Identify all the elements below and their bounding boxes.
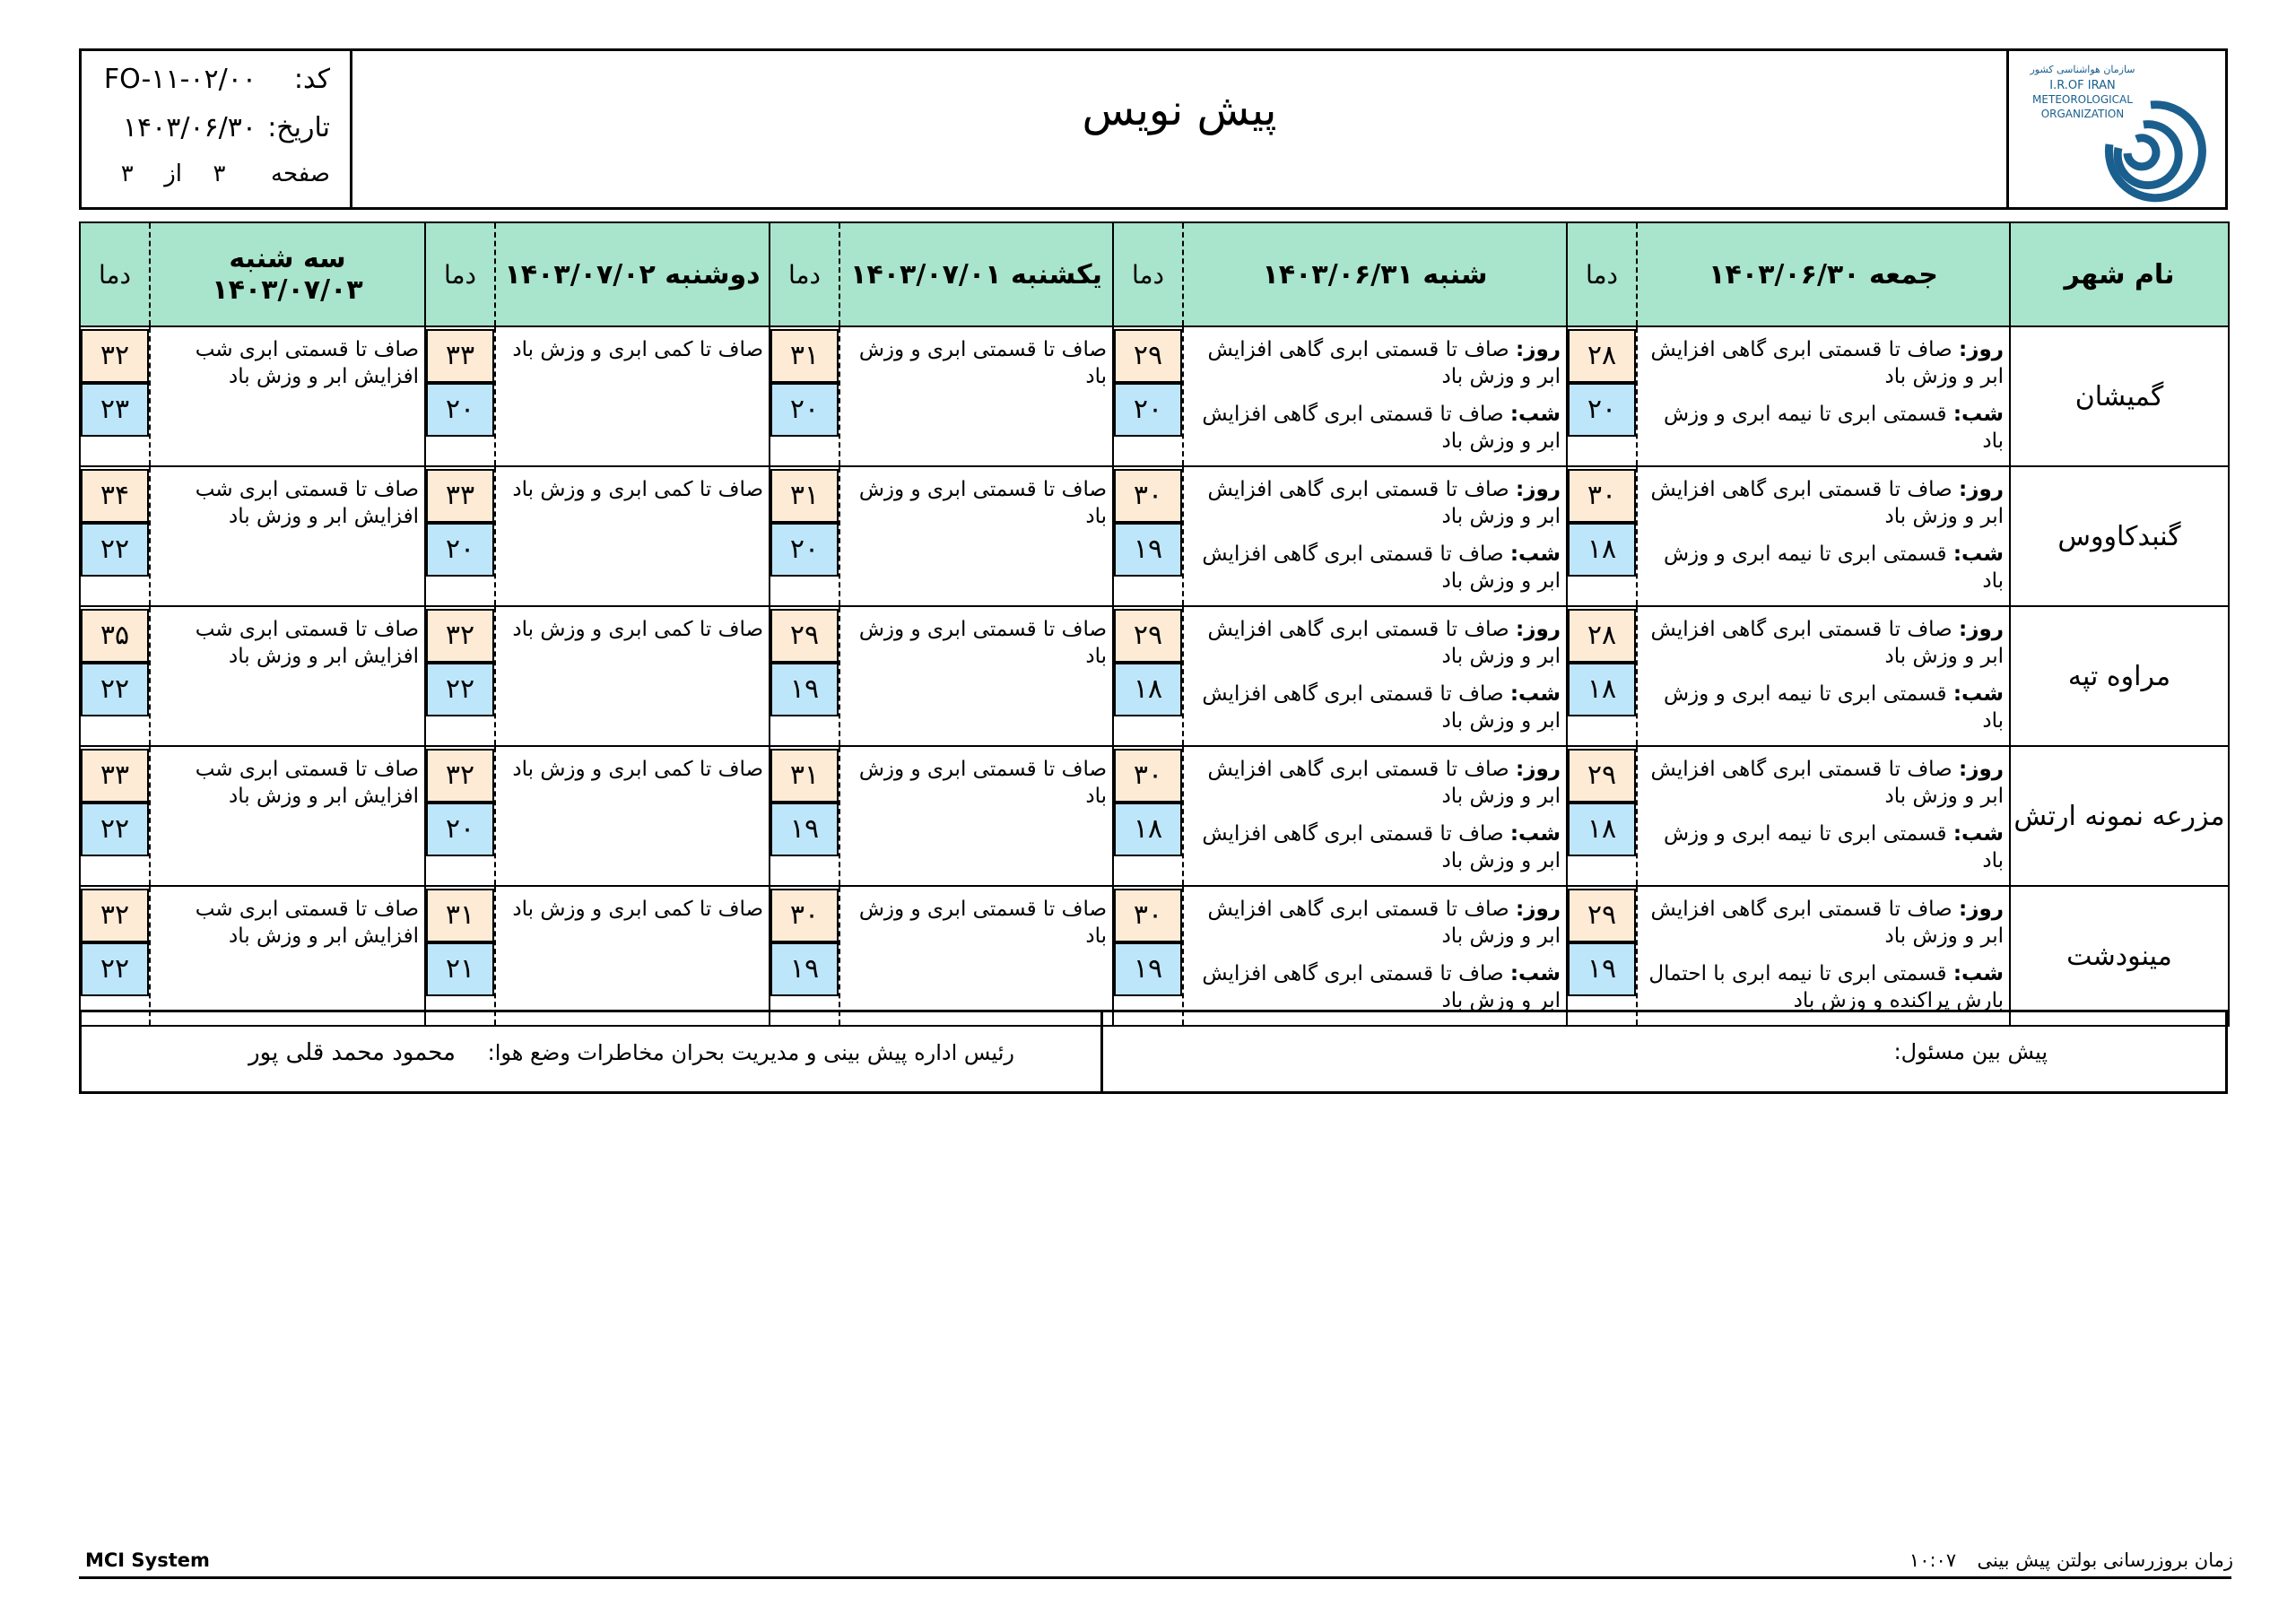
forecast-cell	[150, 466, 425, 606]
day-column-header: سه شنبه ۱۴۰۳/۰۷/۰۳	[150, 222, 425, 326]
temp-cell	[770, 886, 839, 1026]
max-temp: ۲۹	[1114, 609, 1182, 663]
day-label: روز:	[1959, 338, 2004, 361]
min-temp: ۱۹	[1114, 523, 1182, 577]
forecast-cell	[1637, 466, 2010, 606]
night-label: شب:	[1509, 542, 1561, 566]
min-temp: ۱۸	[1568, 803, 1636, 856]
forecast-text: صاف تا قسمتی ابری شب افزایش ابر و وزش باد	[195, 618, 419, 668]
day-forecast	[1643, 896, 2004, 950]
day-label: روز:	[1516, 618, 1561, 641]
page-total: ۳	[120, 161, 134, 187]
forecast-cell	[1183, 466, 1567, 606]
city-name: گمیشان	[2010, 326, 2229, 466]
day-forecast	[1189, 616, 1561, 670]
night-label: شب:	[1509, 403, 1561, 426]
min-temp: ۲۱	[426, 942, 494, 996]
max-temp: ۳۰	[1114, 749, 1182, 803]
min-temp: ۲۲	[426, 663, 494, 716]
min-temp: ۲۰	[426, 523, 494, 577]
temp-cell	[770, 606, 839, 746]
page-row	[121, 161, 330, 187]
night-forecast	[1189, 401, 1561, 455]
day-label: روز:	[1516, 898, 1561, 921]
night-text: قسمتی ابری تا نیمه ابری و وزش باد	[1663, 682, 2004, 733]
city-name: مزرعه نمونه ارتش	[2010, 746, 2229, 886]
temp-cell	[425, 326, 495, 466]
temp-cell	[770, 746, 839, 886]
max-temp: ۳۲	[81, 889, 149, 942]
temp-cell	[1567, 466, 1637, 606]
day-text: صاف تا قسمتی ابری گاهی افزایش ابر و وزش باد	[1207, 338, 1561, 388]
max-temp: ۲۸	[1568, 609, 1636, 663]
forecast-cell	[1183, 746, 1567, 886]
day-label: روز:	[1516, 338, 1561, 361]
max-temp: ۳۳	[81, 749, 149, 803]
forecast-cell	[839, 886, 1113, 1026]
forecaster-label: پیش بین مسئول:	[1893, 1039, 2048, 1064]
min-temp: ۱۹	[770, 663, 839, 716]
head-label: رئیس اداره پیش بینی و مدیریت بحران مخاطرات وضع هوا:	[487, 1040, 1014, 1065]
forecast-cell	[150, 886, 425, 1026]
forecast-text: صاف تا کمی ابری و وزش باد	[512, 338, 763, 361]
temp-column-header: دما	[770, 222, 839, 326]
night-forecast	[1643, 401, 2004, 455]
forecast-text: صاف تا کمی ابری و وزش باد	[512, 898, 763, 921]
night-label: شب:	[1509, 962, 1561, 985]
forecast-text: صاف تا قسمتی ابری و وزش باد	[858, 758, 1107, 808]
date-value: ۱۴۰۳/۰۶/۳۰	[122, 112, 257, 143]
logo-text-3: ORGANIZATION	[2040, 108, 2125, 120]
table-row	[80, 886, 2229, 1026]
min-temp: ۲۰	[1114, 383, 1182, 437]
max-temp: ۳۰	[1114, 469, 1182, 523]
code-row	[104, 64, 330, 95]
signature-divider	[1100, 1012, 1103, 1091]
max-temp: ۳۰	[770, 889, 839, 942]
temp-cell	[425, 606, 495, 746]
max-temp: ۳۱	[426, 889, 494, 942]
day-forecast	[1643, 616, 2004, 670]
min-temp: ۲۲	[81, 523, 149, 577]
forecast-cell	[150, 746, 425, 886]
forecast-text: صاف تا قسمتی ابری شب افزایش ابر و وزش باد	[195, 338, 419, 388]
forecast-cell	[495, 746, 770, 886]
max-temp: ۳۲	[81, 329, 149, 383]
day-forecast	[1189, 476, 1561, 530]
day-forecast	[1643, 756, 2004, 810]
night-text: صاف تا قسمتی ابری گاهی افزایش ابر و وزش باد	[1202, 822, 1561, 872]
temp-column-header: دما	[80, 222, 150, 326]
max-temp: ۳۳	[426, 329, 494, 383]
day-column-header: جمعه ۱۴۰۳/۰۶/۳۰	[1637, 222, 2010, 326]
forecast-text: صاف تا قسمتی ابری شب افزایش ابر و وزش باد	[195, 478, 419, 528]
night-text: صاف تا قسمتی ابری گاهی افزایش ابر و وزش باد	[1202, 682, 1561, 733]
max-temp: ۳۲	[426, 609, 494, 663]
min-temp: ۱۹	[1568, 942, 1636, 996]
night-label: شب:	[1952, 822, 2004, 846]
min-temp: ۱۹	[770, 942, 839, 996]
max-temp: ۳۰	[1568, 469, 1636, 523]
max-temp: ۳۲	[426, 749, 494, 803]
day-text: صاف تا قسمتی ابری گاهی افزایش ابر و وزش باد	[1650, 618, 2004, 668]
day-label: روز:	[1959, 758, 2004, 781]
temp-column-header: دما	[425, 222, 495, 326]
forecast-cell	[1637, 326, 2010, 466]
min-temp: ۲۰	[426, 803, 494, 856]
day-label: روز:	[1516, 758, 1561, 781]
page-of: از	[164, 161, 183, 187]
day-column-header: شنبه ۱۴۰۳/۰۶/۳۱	[1183, 222, 1567, 326]
forecast-cell	[1637, 606, 2010, 746]
max-temp: ۲۹	[770, 609, 839, 663]
forecast-text: صاف تا کمی ابری و وزش باد	[512, 478, 763, 501]
min-temp: ۲۲	[81, 663, 149, 716]
temp-cell	[1567, 326, 1637, 466]
temp-cell	[1567, 606, 1637, 746]
forecast-cell	[1183, 886, 1567, 1026]
max-temp: ۲۹	[1114, 329, 1182, 383]
night-text: قسمتی ابری تا نیمه ابری و وزش باد	[1663, 822, 2004, 872]
max-temp: ۳۰	[1114, 889, 1182, 942]
date-row	[123, 112, 330, 143]
max-temp: ۳۱	[770, 329, 839, 383]
min-temp: ۲۰	[770, 383, 839, 437]
night-text: قسمتی ابری تا نیمه ابری با احتمال بارش پراکنده و وزش باد	[1648, 962, 2004, 1012]
night-forecast	[1189, 820, 1561, 874]
day-forecast	[1189, 336, 1561, 390]
day-text: صاف تا قسمتی ابری گاهی افزایش ابر و وزش باد	[1207, 758, 1561, 808]
city-name: گنبدکاووس	[2010, 466, 2229, 606]
day-text: صاف تا قسمتی ابری گاهی افزایش ابر و وزش باد	[1207, 898, 1561, 948]
system-label: MCI System	[85, 1549, 210, 1571]
city-name: مراوه تپه	[2010, 606, 2229, 746]
temp-cell	[425, 746, 495, 886]
day-column-header: یکشنبه ۱۴۰۳/۰۷/۰۱	[839, 222, 1113, 326]
temp-cell	[1113, 746, 1183, 886]
day-label: روز:	[1959, 618, 2004, 641]
max-temp: ۳۴	[81, 469, 149, 523]
table-row	[80, 326, 2229, 466]
forecast-text: صاف تا کمی ابری و وزش باد	[512, 618, 763, 641]
forecast-cell	[839, 466, 1113, 606]
min-temp: ۲۰	[1568, 383, 1636, 437]
day-column-header: دوشنبه ۱۴۰۳/۰۷/۰۲	[495, 222, 770, 326]
night-forecast	[1643, 960, 2004, 1014]
temp-cell	[80, 606, 150, 746]
night-label: شب:	[1952, 542, 2004, 566]
night-label: شب:	[1952, 962, 2004, 985]
forecast-cell	[1637, 886, 2010, 1026]
forecast-cell	[150, 606, 425, 746]
night-forecast	[1189, 681, 1561, 734]
night-forecast	[1189, 960, 1561, 1014]
day-label: روز:	[1959, 478, 2004, 501]
code-label: کد:	[293, 64, 330, 95]
temp-cell	[1113, 466, 1183, 606]
code-value: FO-۱۱-۰۲/۰۰	[103, 64, 257, 95]
temp-cell	[1567, 886, 1637, 1026]
update-label: زمان بروزرسانی بولتن پیش بینی	[1977, 1549, 2233, 1571]
page-label: صفحه	[271, 161, 330, 187]
forecast-cell	[150, 326, 425, 466]
table-header-row	[80, 222, 2229, 326]
logo-text-2: METEOROLOGICAL	[2032, 93, 2133, 106]
min-temp: ۲۰	[770, 523, 839, 577]
table-row	[80, 466, 2229, 606]
city-column-header: نام شهر	[2010, 222, 2229, 326]
forecast-cell	[839, 746, 1113, 886]
temp-cell	[80, 746, 150, 886]
night-label: شب:	[1952, 403, 2004, 426]
document-meta	[82, 51, 352, 207]
page-title: پیش نویس	[1082, 85, 1277, 135]
day-text: صاف تا قسمتی ابری گاهی افزایش ابر و وزش باد	[1650, 898, 2004, 948]
temp-cell	[80, 886, 150, 1026]
night-text: صاف تا قسمتی ابری گاهی افزایش ابر و وزش باد	[1202, 542, 1561, 593]
max-temp: ۲۹	[1568, 749, 1636, 803]
footer-rule	[79, 1576, 2231, 1579]
max-temp: ۲۸	[1568, 329, 1636, 383]
night-text: صاف تا قسمتی ابری گاهی افزایش ابر و وزش باد	[1202, 403, 1561, 453]
temp-cell	[425, 886, 495, 1026]
max-temp: ۳۵	[81, 609, 149, 663]
max-temp: ۳۱	[770, 749, 839, 803]
temp-cell	[1113, 886, 1183, 1026]
logo-text-1: I.R.OF IRAN	[2049, 79, 2116, 92]
temp-column-header: دما	[1567, 222, 1637, 326]
min-temp: ۲۲	[81, 942, 149, 996]
forecast-text: صاف تا قسمتی ابری شب افزایش ابر و وزش باد	[195, 758, 419, 808]
temp-cell	[1113, 326, 1183, 466]
forecast-text: صاف تا قسمتی ابری و وزش باد	[858, 898, 1107, 948]
day-forecast	[1189, 896, 1561, 950]
temp-cell	[770, 326, 839, 466]
night-forecast	[1643, 541, 2004, 595]
head-name: محمود محمد قلی پور	[248, 1039, 456, 1066]
night-text: قسمتی ابری تا نیمه ابری و وزش باد	[1663, 403, 2004, 453]
max-temp: ۳۱	[770, 469, 839, 523]
date-label: تاریخ:	[267, 112, 330, 143]
min-temp: ۱۸	[1114, 803, 1182, 856]
night-label: شب:	[1509, 822, 1561, 846]
night-text: صاف تا قسمتی ابری گاهی افزایش ابر و وزش باد	[1202, 962, 1561, 1012]
meteorological-logo-icon	[2009, 51, 2224, 207]
max-temp: ۳۳	[426, 469, 494, 523]
page-current: ۳	[213, 161, 226, 187]
forecast-cell	[839, 606, 1113, 746]
day-label: روز:	[1516, 478, 1561, 501]
day-text: صاف تا قسمتی ابری گاهی افزایش ابر و وزش باد	[1207, 478, 1561, 528]
day-forecast	[1643, 336, 2004, 390]
min-temp: ۲۳	[81, 383, 149, 437]
document-header	[79, 48, 2228, 210]
min-temp: ۱۹	[1114, 942, 1182, 996]
max-temp: ۲۹	[1568, 889, 1636, 942]
night-forecast	[1643, 820, 2004, 874]
signature-box	[79, 1010, 2228, 1094]
day-forecast	[1643, 476, 2004, 530]
forecast-text: صاف تا قسمتی ابری و وزش باد	[858, 618, 1107, 668]
temp-column-header: دما	[1113, 222, 1183, 326]
temp-cell	[80, 326, 150, 466]
day-text: صاف تا قسمتی ابری گاهی افزایش ابر و وزش باد	[1650, 338, 2004, 388]
forecast-text: صاف تا قسمتی ابری و وزش باد	[858, 478, 1107, 528]
forecast-text: صاف تا کمی ابری و وزش باد	[512, 758, 763, 781]
head-of-office	[248, 1039, 1014, 1066]
day-text: صاف تا قسمتی ابری گاهی افزایش ابر و وزش باد	[1650, 478, 2004, 528]
night-forecast	[1643, 681, 2004, 734]
update-time: ۱۰:۰۷	[1909, 1549, 1957, 1571]
forecast-cell	[495, 886, 770, 1026]
forecast-cell	[495, 326, 770, 466]
min-temp: ۲۰	[426, 383, 494, 437]
night-label: شب:	[1952, 682, 2004, 706]
forecast-cell	[1183, 326, 1567, 466]
night-forecast	[1189, 541, 1561, 595]
day-label: روز:	[1959, 898, 2004, 921]
min-temp: ۲۲	[81, 803, 149, 856]
forecast-cell	[839, 326, 1113, 466]
temp-cell	[1113, 606, 1183, 746]
forecast-text: صاف تا قسمتی ابری و وزش باد	[858, 338, 1107, 388]
organization-logo	[2006, 51, 2225, 207]
day-forecast	[1189, 756, 1561, 810]
forecast-cell	[495, 606, 770, 746]
night-text: قسمتی ابری تا نیمه ابری و وزش باد	[1663, 542, 2004, 593]
table-row	[80, 746, 2229, 886]
update-info	[1909, 1549, 2233, 1571]
temp-cell	[770, 466, 839, 606]
day-text: صاف تا قسمتی ابری گاهی افزایش ابر و وزش باد	[1207, 618, 1561, 668]
night-label: شب:	[1509, 682, 1561, 706]
forecast-text: صاف تا قسمتی ابری شب افزایش ابر و وزش باد	[195, 898, 419, 948]
day-text: صاف تا قسمتی ابری گاهی افزایش ابر و وزش باد	[1650, 758, 2004, 808]
forecast-table	[79, 221, 2230, 1027]
temp-cell	[80, 466, 150, 606]
min-temp: ۱۸	[1114, 663, 1182, 716]
min-temp: ۱۸	[1568, 663, 1636, 716]
forecast-cell	[495, 466, 770, 606]
min-temp: ۱۸	[1568, 523, 1636, 577]
temp-cell	[1567, 746, 1637, 886]
table-row	[80, 606, 2229, 746]
logo-text-fa: سازمان هواشناسی کشور	[2030, 64, 2135, 75]
forecast-cell	[1637, 746, 2010, 886]
min-temp: ۱۹	[770, 803, 839, 856]
temp-cell	[425, 466, 495, 606]
city-name: مینودشت	[2010, 886, 2229, 1026]
forecast-cell	[1183, 606, 1567, 746]
